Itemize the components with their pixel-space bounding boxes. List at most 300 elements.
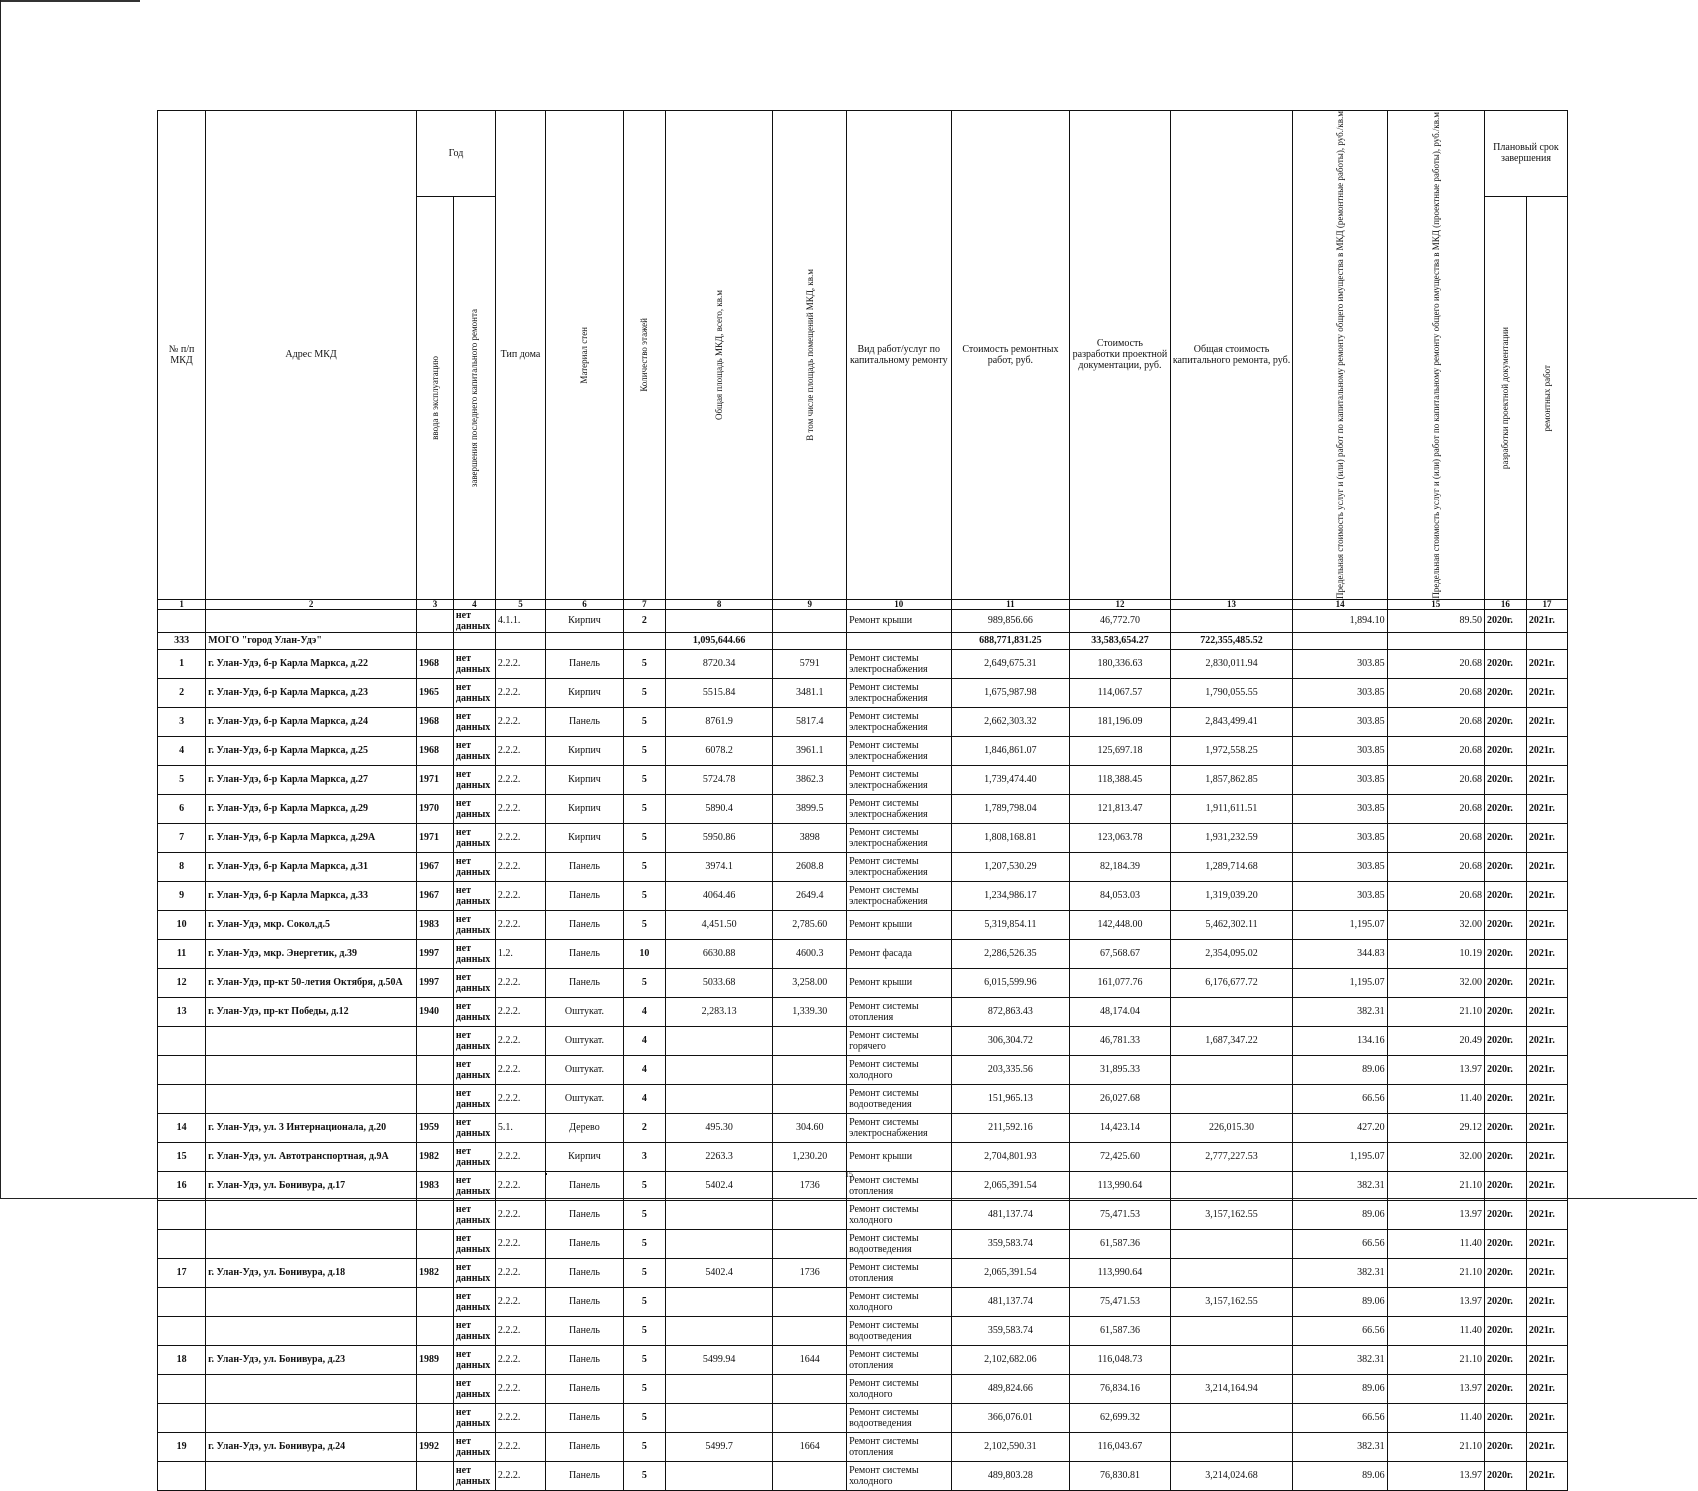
cell-floors: 5 (623, 678, 665, 707)
cell-repair-cost: 359,583.74 (951, 1229, 1070, 1258)
cell-address: г. Улан-Удэ, мкр. Сокол,д.5 (206, 910, 417, 939)
cell-total-cost: 1,790,055.55 (1170, 678, 1293, 707)
cell-address: г. Улан-Удэ, б-р Карла Маркса, д.33 (206, 881, 417, 910)
cell-design-cost: 113,990.64 (1070, 1171, 1170, 1200)
cell-total-area: 4,451.50 (665, 910, 773, 939)
cell-total-cost: 3,214,024.68 (1170, 1461, 1293, 1490)
cell-limit-design: 20.68 (1387, 881, 1484, 910)
cell-limit-design: 11.40 (1387, 1403, 1484, 1432)
cell-deadline-works: 2021г. (1526, 1432, 1567, 1461)
cell-total-cost: 5,462,302.11 (1170, 910, 1293, 939)
cell-deadline-design: 2020г. (1484, 1403, 1526, 1432)
column-number: 7 (623, 599, 665, 609)
cell-repair-cost: 306,304.72 (951, 1026, 1070, 1055)
cell-year-last-repair: нет данных (453, 1026, 495, 1055)
cell-design-cost: 46,772.70 (1070, 609, 1170, 632)
cell-limit-works (1293, 632, 1387, 649)
cell-row-number (158, 609, 206, 632)
cell-row-number: 7 (158, 823, 206, 852)
total-row (158, 632, 1568, 649)
cell-house-type: 5.1. (495, 1113, 545, 1142)
cell-premises-area (773, 1461, 847, 1490)
cell-limit-design: 13.97 (1387, 1200, 1484, 1229)
cell-wall-material: Панель (546, 1229, 624, 1258)
cell-total-cost: 3,157,162.55 (1170, 1287, 1293, 1316)
cell-limit-works: 89.06 (1293, 1374, 1387, 1403)
cell-year-commission: 1992 (417, 1432, 454, 1461)
table-row (158, 1113, 1568, 1142)
cell-total-cost: 2,777,227.53 (1170, 1142, 1293, 1171)
cell-address (206, 1055, 417, 1084)
cell-deadline-design: 2020г. (1484, 1287, 1526, 1316)
cell-design-cost: 72,425.60 (1070, 1142, 1170, 1171)
cell-limit-works: 303.85 (1293, 707, 1387, 736)
cell-address: г. Улан-Удэ, б-р Карла Маркса, д.31 (206, 852, 417, 881)
cell-year-commission: 1968 (417, 707, 454, 736)
cell-limit-works: 1,894.10 (1293, 609, 1387, 632)
cell-limit-works: 89.06 (1293, 1200, 1387, 1229)
cell-wall-material: Панель (546, 1200, 624, 1229)
cell-deadline-works: 2021г. (1526, 910, 1567, 939)
cell-premises-area: 2,785.60 (773, 910, 847, 939)
cell-year-commission (417, 1461, 454, 1490)
cell-address: МОГО "город Улан-Удэ" (206, 632, 417, 649)
cell-house-type (495, 632, 545, 649)
cell-deadline-design: 2020г. (1484, 1345, 1526, 1374)
cell-limit-works: 303.85 (1293, 823, 1387, 852)
column-number: 16 (1484, 599, 1526, 609)
cell-floors: 5 (623, 1200, 665, 1229)
cell-house-type: 4.1.1. (495, 609, 545, 632)
cell-deadline-works: 2021г. (1526, 997, 1567, 1026)
cell-total-area: 495.30 (665, 1113, 773, 1142)
cell-wall-material: Панель (546, 939, 624, 968)
cell-work-type: Ремонт системы отопления (847, 1345, 951, 1374)
cell-floors: 4 (623, 1055, 665, 1084)
cell-design-cost: 84,053.03 (1070, 881, 1170, 910)
cell-floors: 5 (623, 1432, 665, 1461)
cell-address: г. Улан-Удэ, ул. Бонивура, д.23 (206, 1345, 417, 1374)
cell-wall-material: Кирпич (546, 678, 624, 707)
cell-deadline-design: 2020г. (1484, 1461, 1526, 1490)
cell-address (206, 609, 417, 632)
cell-repair-cost: 872,863.43 (951, 997, 1070, 1026)
header-year-group: Год (417, 111, 496, 197)
cell-year-last-repair: нет данных (453, 968, 495, 997)
table-row (158, 910, 1568, 939)
header-deadline-design: разработки проектной документации (1484, 196, 1526, 599)
cell-house-type: 2.2.2. (495, 1432, 545, 1461)
header-design-cost: Стоимость разработки проектной документации, руб. (1070, 111, 1170, 600)
cell-limit-design: 32.00 (1387, 910, 1484, 939)
cell-premises-area: 3481.1 (773, 678, 847, 707)
cell-total-area: 8720.34 (665, 649, 773, 678)
cell-house-type: 2.2.2. (495, 707, 545, 736)
cell-floors: 5 (623, 1171, 665, 1200)
cell-deadline-works: 2021г. (1526, 852, 1567, 881)
cell-work-type: Ремонт системы водоотведения (847, 1084, 951, 1113)
cell-repair-cost: 481,137.74 (951, 1200, 1070, 1229)
cell-wall-material: Кирпич (546, 609, 624, 632)
cell-repair-cost: 1,739,474.40 (951, 765, 1070, 794)
cell-total-cost (1170, 1403, 1293, 1432)
cell-deadline-design: 2020г. (1484, 736, 1526, 765)
cell-repair-cost: 2,102,682.06 (951, 1345, 1070, 1374)
column-number: 15 (1387, 599, 1484, 609)
cell-premises-area (773, 1403, 847, 1432)
cell-floors: 4 (623, 1084, 665, 1113)
cell-premises-area (773, 1200, 847, 1229)
cell-design-cost: 114,067.57 (1070, 678, 1170, 707)
cell-total-area (665, 1316, 773, 1345)
cell-floors: 5 (623, 765, 665, 794)
cell-premises-area (773, 632, 847, 649)
cell-year-last-repair: нет данных (453, 1374, 495, 1403)
cell-deadline-works: 2021г. (1526, 1142, 1567, 1171)
cell-repair-cost: 151,965.13 (951, 1084, 1070, 1113)
cell-year-last-repair: нет данных (453, 1345, 495, 1374)
cell-wall-material: Панель (546, 852, 624, 881)
cell-total-area (665, 1026, 773, 1055)
header-total-cost: Общая стоимость капитального ремонта, руб. (1170, 111, 1293, 600)
cell-year-commission (417, 1200, 454, 1229)
header-year-last-repair: завершения последнего капитального ремонта (453, 196, 495, 599)
cell-work-type: Ремонт системы электроснабжения (847, 765, 951, 794)
column-number: 14 (1293, 599, 1387, 609)
cell-house-type: 2.2.2. (495, 1026, 545, 1055)
column-number: 13 (1170, 599, 1293, 609)
cell-limit-design: 32.00 (1387, 1142, 1484, 1171)
cell-limit-design: 21.10 (1387, 997, 1484, 1026)
header-work-type: Вид работ/услуг по капитальному ремонту (847, 111, 951, 600)
cell-work-type: Ремонт крыши (847, 968, 951, 997)
cell-deadline-works (1526, 632, 1567, 649)
cell-year-commission (417, 1055, 454, 1084)
header-premises-area: В том числе площадь помещений МКД, кв.м (773, 111, 847, 600)
cell-total-area: 5499.7 (665, 1432, 773, 1461)
cell-total-area (665, 1374, 773, 1403)
column-number: 1 (158, 599, 206, 609)
cell-limit-design: 20.68 (1387, 852, 1484, 881)
cell-repair-cost: 2,704,801.93 (951, 1142, 1070, 1171)
cell-limit-works: 303.85 (1293, 736, 1387, 765)
table-row (158, 678, 1568, 707)
cell-limit-design: 20.68 (1387, 765, 1484, 794)
cell-total-cost: 1,972,558.25 (1170, 736, 1293, 765)
cell-limit-works: 1,195.07 (1293, 968, 1387, 997)
cell-total-area (665, 1287, 773, 1316)
cell-address: г. Улан-Удэ, б-р Карла Маркса, д.23 (206, 678, 417, 707)
cell-design-cost: 180,336.63 (1070, 649, 1170, 678)
cell-total-area: 2,283.13 (665, 997, 773, 1026)
cell-total-area: 5950.86 (665, 823, 773, 852)
column-number: 17 (1526, 599, 1567, 609)
cell-floors: 5 (623, 1345, 665, 1374)
table-row (158, 852, 1568, 881)
cell-wall-material: Панель (546, 1345, 624, 1374)
cell-limit-works: 66.56 (1293, 1403, 1387, 1432)
cell-design-cost: 67,568.67 (1070, 939, 1170, 968)
cell-address: г. Улан-Удэ, ул. Автотранспортная, д.9А (206, 1142, 417, 1171)
cell-limit-design: 21.10 (1387, 1345, 1484, 1374)
cell-premises-area: 2608.8 (773, 852, 847, 881)
cell-repair-cost: 359,583.74 (951, 1316, 1070, 1345)
column-number: 3 (417, 599, 454, 609)
cell-floors: 5 (623, 823, 665, 852)
cell-address (206, 1461, 417, 1490)
cell-total-area: 5033.68 (665, 968, 773, 997)
cell-wall-material: Панель (546, 1461, 624, 1490)
cell-limit-works: 382.31 (1293, 1432, 1387, 1461)
cell-limit-works: 89.06 (1293, 1461, 1387, 1490)
cell-work-type: Ремонт системы электроснабжения (847, 649, 951, 678)
cell-work-type (847, 632, 951, 649)
cell-total-cost: 2,843,499.41 (1170, 707, 1293, 736)
cell-limit-design: 13.97 (1387, 1287, 1484, 1316)
cell-design-cost: 62,699.32 (1070, 1403, 1170, 1432)
cell-limit-works: 303.85 (1293, 765, 1387, 794)
cell-total-area (665, 1055, 773, 1084)
cell-limit-works: 382.31 (1293, 1171, 1387, 1200)
cell-deadline-works: 2021г. (1526, 823, 1567, 852)
table-header (158, 111, 1568, 610)
cell-house-type: 2.2.2. (495, 1345, 545, 1374)
cell-total-cost (1170, 1055, 1293, 1084)
cell-floors: 5 (623, 1403, 665, 1432)
table-row (158, 1461, 1568, 1490)
page-dot-mark (545, 1173, 547, 1175)
cell-premises-area (773, 1287, 847, 1316)
cell-design-cost: 61,587.36 (1070, 1229, 1170, 1258)
cell-total-cost: 722,355,485.52 (1170, 632, 1293, 649)
cell-total-cost: 1,687,347.22 (1170, 1026, 1293, 1055)
table-row (158, 1200, 1568, 1229)
cell-deadline-works: 2021г. (1526, 1229, 1567, 1258)
cell-year-commission: 1997 (417, 939, 454, 968)
cell-address (206, 1287, 417, 1316)
page-number: 15 (845, 1170, 853, 1179)
cell-floors: 5 (623, 910, 665, 939)
cell-address (206, 1374, 417, 1403)
cell-row-number: 6 (158, 794, 206, 823)
cell-wall-material: Кирпич (546, 765, 624, 794)
cell-deadline-works: 2021г. (1526, 609, 1567, 632)
header-num: № п/п МКД (158, 111, 206, 600)
cell-year-last-repair: нет данных (453, 1055, 495, 1084)
cell-year-commission: 1983 (417, 1171, 454, 1200)
cell-limit-design: 13.97 (1387, 1461, 1484, 1490)
table-row (158, 1142, 1568, 1171)
cell-deadline-works: 2021г. (1526, 736, 1567, 765)
cell-total-cost (1170, 1084, 1293, 1113)
cell-premises-area: 4600.3 (773, 939, 847, 968)
cell-wall-material: Панель (546, 649, 624, 678)
capital-repair-register-table (157, 110, 1568, 1491)
table-row (158, 1026, 1568, 1055)
cell-year-last-repair: нет данных (453, 1461, 495, 1490)
cell-deadline-design: 2020г. (1484, 1142, 1526, 1171)
cell-premises-area (773, 1055, 847, 1084)
cell-house-type: 2.2.2. (495, 1316, 545, 1345)
cell-limit-works: 89.06 (1293, 1055, 1387, 1084)
cell-row-number: 11 (158, 939, 206, 968)
cell-floors: 3 (623, 1142, 665, 1171)
cell-deadline-works: 2021г. (1526, 1171, 1567, 1200)
cell-repair-cost: 5,319,854.11 (951, 910, 1070, 939)
table-row (158, 1084, 1568, 1113)
cell-total-area: 5402.4 (665, 1171, 773, 1200)
cell-address: г. Улан-Удэ, б-р Карла Маркса, д.22 (206, 649, 417, 678)
cell-address (206, 1200, 417, 1229)
cell-premises-area: 3961.1 (773, 736, 847, 765)
table-row (158, 1316, 1568, 1345)
cell-house-type: 2.2.2. (495, 852, 545, 881)
cell-design-cost: 82,184.39 (1070, 852, 1170, 881)
cell-work-type: Ремонт системы электроснабжения (847, 1113, 951, 1142)
cell-work-type: Ремонт системы электроснабжения (847, 736, 951, 765)
cell-design-cost: 46,781.33 (1070, 1026, 1170, 1055)
cell-year-commission: 1968 (417, 736, 454, 765)
cell-row-number: 1 (158, 649, 206, 678)
cell-limit-works: 1,195.07 (1293, 1142, 1387, 1171)
cell-house-type: 2.2.2. (495, 736, 545, 765)
cell-floors: 4 (623, 1026, 665, 1055)
cell-premises-area (773, 1026, 847, 1055)
cell-deadline-design: 2020г. (1484, 765, 1526, 794)
cell-row-number: 14 (158, 1113, 206, 1142)
cell-total-cost (1170, 1171, 1293, 1200)
cell-address: г. Улан-Удэ, ул. Бонивура, д.18 (206, 1258, 417, 1287)
cell-year-commission (417, 1084, 454, 1113)
cell-deadline-works: 2021г. (1526, 1026, 1567, 1055)
cell-row-number: 5 (158, 765, 206, 794)
table-row (158, 794, 1568, 823)
cell-premises-area (773, 1316, 847, 1345)
table-row (158, 1403, 1568, 1432)
cell-premises-area: 3899.5 (773, 794, 847, 823)
cell-limit-design: 10.19 (1387, 939, 1484, 968)
cell-premises-area: 1,230.20 (773, 1142, 847, 1171)
cell-limit-design: 20.68 (1387, 794, 1484, 823)
cell-total-cost (1170, 609, 1293, 632)
cell-work-type: Ремонт системы электроснабжения (847, 707, 951, 736)
cell-repair-cost: 366,076.01 (951, 1403, 1070, 1432)
cell-deadline-works: 2021г. (1526, 1258, 1567, 1287)
cell-house-type: 2.2.2. (495, 1287, 545, 1316)
cell-repair-cost: 1,808,168.81 (951, 823, 1070, 852)
cell-limit-design: 13.97 (1387, 1374, 1484, 1403)
cell-deadline-works: 2021г. (1526, 1345, 1567, 1374)
cell-year-last-repair: нет данных (453, 649, 495, 678)
cell-deadline-design: 2020г. (1484, 1316, 1526, 1345)
cell-deadline-design: 2020г. (1484, 1084, 1526, 1113)
cell-total-cost (1170, 1432, 1293, 1461)
cell-premises-area: 3,258.00 (773, 968, 847, 997)
cell-year-last-repair: нет данных (453, 609, 495, 632)
cell-work-type: Ремонт системы холодного (847, 1287, 951, 1316)
cell-year-commission: 1983 (417, 910, 454, 939)
cell-work-type: Ремонт системы водоотведения (847, 1403, 951, 1432)
cell-house-type: 2.2.2. (495, 1374, 545, 1403)
cell-year-commission (417, 609, 454, 632)
cell-limit-design: 20.68 (1387, 823, 1484, 852)
cell-year-commission: 1982 (417, 1142, 454, 1171)
table-row (158, 823, 1568, 852)
cell-address: г. Улан-Удэ, ул. 3 Интернационала, д.20 (206, 1113, 417, 1142)
cell-design-cost: 75,471.53 (1070, 1200, 1170, 1229)
cell-address: г. Улан-Удэ, ул. Бонивура, д.17 (206, 1171, 417, 1200)
cell-total-area: 5402.4 (665, 1258, 773, 1287)
cell-row-number (158, 1200, 206, 1229)
cell-premises-area: 1736 (773, 1258, 847, 1287)
cell-premises-area: 5817.4 (773, 707, 847, 736)
cell-wall-material: Панель (546, 968, 624, 997)
cell-deadline-design: 2020г. (1484, 881, 1526, 910)
cell-total-cost: 226,015.30 (1170, 1113, 1293, 1142)
cell-total-cost (1170, 1229, 1293, 1258)
cell-year-last-repair: нет данных (453, 1084, 495, 1113)
cell-repair-cost: 1,789,798.04 (951, 794, 1070, 823)
cell-design-cost: 113,990.64 (1070, 1258, 1170, 1287)
table-row (158, 1171, 1568, 1200)
cell-floors: 5 (623, 1287, 665, 1316)
cell-deadline-design: 2020г. (1484, 1229, 1526, 1258)
cell-year-commission (417, 1026, 454, 1055)
cell-floors: 5 (623, 1229, 665, 1258)
cell-deadline-works: 2021г. (1526, 649, 1567, 678)
cell-year-commission (417, 1287, 454, 1316)
cell-limit-works: 303.85 (1293, 678, 1387, 707)
cell-limit-design: 11.40 (1387, 1229, 1484, 1258)
column-number-row (158, 599, 1568, 609)
cell-wall-material: Панель (546, 1374, 624, 1403)
cell-limit-works: 66.56 (1293, 1084, 1387, 1113)
table-row (158, 765, 1568, 794)
cell-floors: 5 (623, 736, 665, 765)
cell-total-area: 8761.9 (665, 707, 773, 736)
cell-year-last-repair: нет данных (453, 1403, 495, 1432)
cell-year-last-repair: нет данных (453, 1113, 495, 1142)
cell-year-commission: 1967 (417, 852, 454, 881)
cell-limit-works: 382.31 (1293, 1258, 1387, 1287)
cell-floors: 5 (623, 881, 665, 910)
table-row (158, 1055, 1568, 1084)
header-total-area: Общая площадь МКД, всего, кв.м (665, 111, 773, 600)
cell-deadline-design (1484, 632, 1526, 649)
cell-design-cost: 123,063.78 (1070, 823, 1170, 852)
cell-row-number: 3 (158, 707, 206, 736)
cell-total-cost: 2,354,095.02 (1170, 939, 1293, 968)
cell-total-cost: 2,830,011.94 (1170, 649, 1293, 678)
header-year-commission: ввода в эксплуатацию (417, 196, 454, 599)
cell-deadline-works: 2021г. (1526, 1374, 1567, 1403)
cell-wall-material: Кирпич (546, 736, 624, 765)
cell-deadline-works: 2021г. (1526, 1403, 1567, 1432)
cell-total-area (665, 1461, 773, 1490)
table-row (158, 707, 1568, 736)
cell-premises-area: 304.60 (773, 1113, 847, 1142)
cell-house-type: 2.2.2. (495, 1200, 545, 1229)
cell-floors: 5 (623, 707, 665, 736)
cell-deadline-works: 2021г. (1526, 1287, 1567, 1316)
cell-limit-works: 303.85 (1293, 649, 1387, 678)
cell-address: г. Улан-Удэ, пр-кт Победы, д.12 (206, 997, 417, 1026)
cell-limit-design: 21.10 (1387, 1432, 1484, 1461)
cell-limit-works: 134.16 (1293, 1026, 1387, 1055)
cell-deadline-design: 2020г. (1484, 707, 1526, 736)
cell-total-area: 3974.1 (665, 852, 773, 881)
cell-floors: 10 (623, 939, 665, 968)
